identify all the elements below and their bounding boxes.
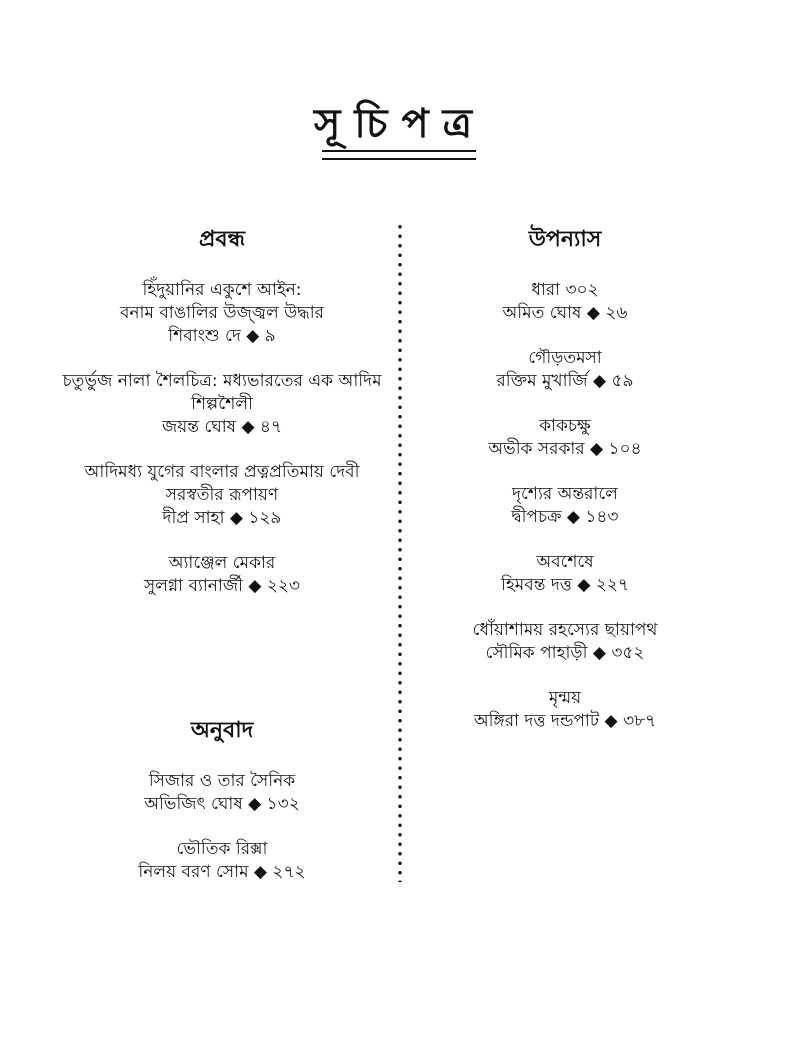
entry-author: অভীক সরকার — [488, 439, 585, 459]
entry-author: নিলয় বরণ সোম — [138, 862, 249, 882]
entry-title-line: শিল্পশৈলী — [191, 394, 253, 414]
section-heading-probondho: প্রবন্ধ — [198, 227, 246, 252]
entry-page-number: ২৬ — [605, 303, 628, 323]
title-double-underline — [322, 150, 476, 160]
entry-title-line: চতুর্ভুজ নালা শৈলচিত্র: মধ্যভারতের এক আদিম — [62, 371, 382, 391]
entry-page-number: ২৭২ — [272, 862, 306, 882]
entry-author-page — [62, 325, 382, 348]
entry-author: অভিজিৎ ঘোষ — [144, 794, 243, 814]
toc-entry[interactable] — [430, 687, 700, 733]
toc-entry[interactable] — [430, 483, 700, 529]
entry-title-line: ধারা ৩০২ — [531, 280, 599, 300]
toc-entry[interactable] — [62, 370, 382, 439]
toc-entry[interactable] — [430, 551, 700, 597]
bullet-icon: ◆ — [241, 417, 255, 437]
section-probondho — [62, 225, 382, 598]
toc-entry[interactable] — [62, 461, 382, 530]
entry-author-page — [62, 507, 382, 530]
entry-author-page — [62, 416, 382, 439]
entry-title-line: গৌড়তমসা — [528, 348, 602, 368]
entry-title-line: হিঁদুয়ানির একুশে আইন: — [142, 280, 302, 300]
section-heading-onubad: অনুবাদ — [190, 718, 254, 743]
entry-page-number: ৯ — [264, 326, 276, 346]
entry-author: অমিত ঘোষ — [502, 303, 582, 323]
bullet-icon: ◆ — [248, 576, 262, 596]
toc-entry[interactable] — [430, 347, 700, 393]
entry-author-page — [62, 793, 382, 816]
right-column — [430, 225, 700, 755]
entry-page-number: ২২৭ — [595, 575, 629, 595]
toc-entry[interactable] — [430, 415, 700, 461]
entry-author: দ্বীপচক্র — [511, 507, 562, 527]
entry-title-line: মৃন্ময় — [548, 688, 582, 708]
toc-entry[interactable] — [430, 619, 700, 665]
entry-title-line: কাকচক্ষু — [539, 416, 591, 436]
entry-author-page — [430, 302, 700, 325]
toc-entry[interactable] — [62, 279, 382, 348]
toc-entry[interactable] — [62, 838, 382, 884]
toc-entry[interactable] — [430, 279, 700, 325]
bullet-icon: ◆ — [604, 711, 618, 731]
bullet-icon: ◆ — [577, 575, 591, 595]
entry-author: দীপ্র সাহা — [162, 508, 225, 528]
entry-page-number: ১৩২ — [266, 794, 300, 814]
bullet-icon: ◆ — [566, 507, 580, 527]
entry-title-line: অ্যাঞ্জেল মেকার — [168, 553, 276, 573]
entry-page-number: ২২৩ — [266, 576, 300, 596]
entry-author: রক্তিম মুখার্জি — [496, 371, 588, 391]
toc-entry[interactable] — [62, 552, 382, 598]
entry-title-line: আদিমধ্য যুগের বাংলার প্রত্নপ্রতিমায় দেবী — [84, 462, 360, 482]
entry-page-number: ৫৯ — [611, 371, 634, 391]
entry-title-line: অবশেষে — [536, 552, 594, 572]
left-column — [62, 225, 382, 906]
entry-author-page — [430, 506, 700, 529]
entry-title-line: সিজার ও তার সৈনিক — [148, 771, 296, 791]
section-onubad — [62, 716, 382, 884]
section-heading-uponyas: উপন্যাস — [528, 227, 602, 252]
bullet-icon: ◆ — [586, 303, 600, 323]
entry-author: হিমবন্ত দত্ত — [501, 575, 572, 595]
entry-title-line: সরস্বতীর রূপায়ণ — [165, 485, 279, 505]
entry-author-page — [430, 370, 700, 393]
entry-author-page — [430, 438, 700, 461]
entry-title-line: দৃশ্যের অন্তরালে — [512, 484, 618, 504]
entry-page-number: ৩৫২ — [611, 643, 645, 663]
entry-author: অঙ্গিরা দত্ত দন্ডপাট — [473, 711, 600, 731]
toc-entry[interactable] — [62, 770, 382, 816]
entry-page-number: ৩৮৭ — [623, 711, 657, 731]
page-title: সূচিপত্র — [314, 101, 486, 147]
entry-author-page — [430, 642, 700, 665]
entry-page-number: ১০৪ — [608, 439, 642, 459]
entry-author-page — [62, 861, 382, 884]
entry-page-number: ৪৭ — [259, 417, 283, 437]
bullet-icon: ◆ — [229, 508, 243, 528]
entry-author-page — [430, 710, 700, 733]
dotted-column-divider — [398, 222, 402, 882]
entry-title-line: ভৌতিক রিক্সা — [176, 839, 268, 859]
bullet-icon: ◆ — [593, 371, 607, 391]
entry-author: জয়ন্ত ঘোষ — [161, 417, 237, 437]
bullet-icon: ◆ — [592, 643, 606, 663]
bullet-icon: ◆ — [590, 439, 604, 459]
bullet-icon: ◆ — [253, 862, 267, 882]
entry-page-number: ১২৯ — [248, 508, 282, 528]
entry-page-number: ১৪৩ — [585, 507, 619, 527]
bullet-icon: ◆ — [248, 794, 262, 814]
bullet-icon: ◆ — [246, 326, 260, 346]
entry-author-page — [430, 574, 700, 597]
entry-author-page — [62, 575, 382, 598]
entry-title-line: বনাম বাঙালির উজ্জ্বল উদ্ধার — [119, 303, 325, 323]
section-spacer — [62, 620, 382, 716]
entry-author: সৌমিক পাহাড়ী — [485, 643, 588, 663]
entry-author: শিবাংশু দে — [168, 326, 241, 346]
entry-title-line: ধোঁয়াশাময় রহস্যের ছায়াপথ — [472, 620, 658, 640]
entry-author: সুলগ্না ব্যানার্জী — [144, 576, 243, 596]
